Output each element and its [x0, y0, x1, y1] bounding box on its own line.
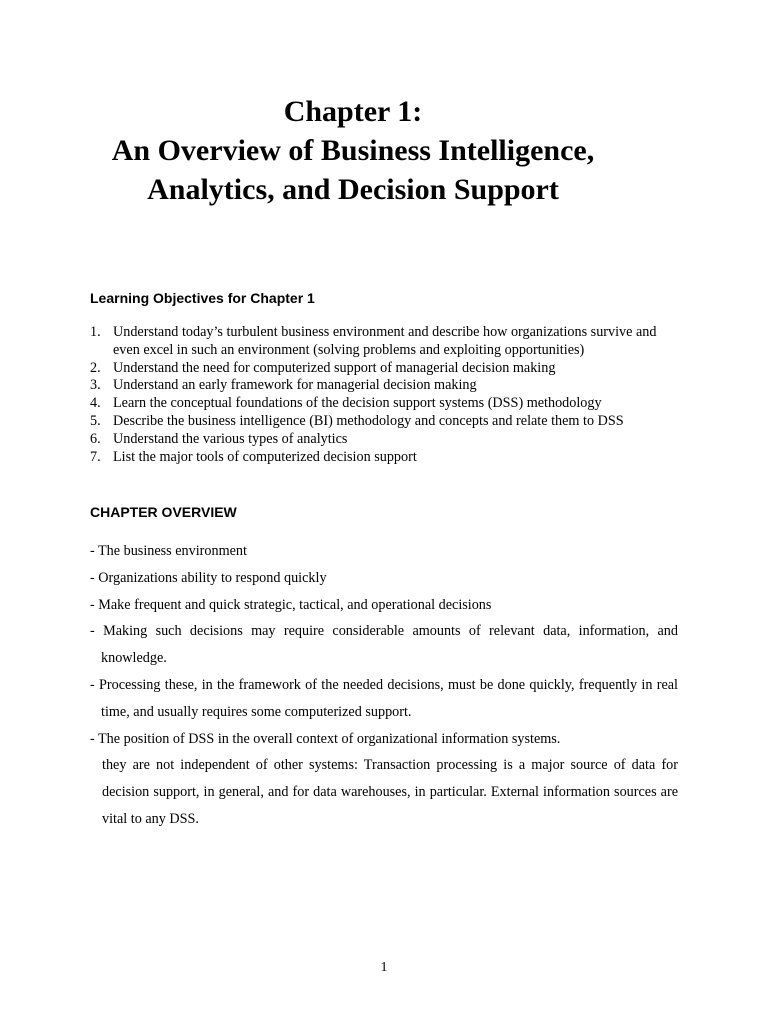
list-item-number: 2.	[90, 359, 101, 376]
overview-paragraph: - Processing these, in the framework of the needed decisions, must be done quickly, frequently in real time, and usually requires some computerized support.	[90, 676, 678, 720]
list-item	[90, 413, 680, 431]
list-item-text: Learn the conceptual foundations of the decision support systems (DSS) methodology	[113, 395, 602, 412]
list-item-text: Understand an early framework for managerial decision making	[113, 377, 477, 394]
overview-paragraph: - The position of DSS in the overall context of organizational information systems.	[90, 730, 561, 747]
list-item	[90, 360, 680, 378]
chapter-overview-body	[90, 538, 678, 833]
list-item-text: Understand the need for computerized support of managerial decision making	[113, 359, 556, 376]
list-item-text: Describe the business intelligence (BI) methodology and concepts and relate them to DSS	[113, 412, 624, 429]
list-item-number: 3.	[90, 377, 101, 394]
list-item	[90, 377, 680, 395]
list-item-number: 7.	[90, 448, 101, 465]
list-item-number: 6.	[90, 430, 101, 447]
page-number: 1	[380, 960, 388, 975]
list-item-text: List the major tools of computerized decision support	[113, 448, 417, 465]
chapter-title-line-1: Chapter 1:	[283, 95, 423, 128]
overview-paragraph: - Make frequent and quick strategic, tactical, and operational decisions	[90, 596, 492, 613]
chapter-overview-heading: CHAPTER OVERVIEW	[90, 504, 237, 520]
list-item	[90, 431, 680, 449]
overview-paragraph: - The business environment	[90, 543, 247, 559]
overview-paragraph: - Making such decisions may require considerable amounts of relevant data, information, and knowledge.	[90, 623, 678, 667]
list-item	[90, 449, 680, 467]
chapter-title-line-2: An Overview of Business Intelligence,	[111, 134, 595, 167]
chapter-title-line-3: Analytics, and Decision Support	[147, 173, 559, 206]
list-item-number: 4.	[90, 395, 101, 412]
list-item-text: Understand today’s turbulent business environment and describe how organizations survive and even excel in such an environment (solving problems and exploiting opportunities)	[113, 324, 657, 358]
list-item-number: 5.	[90, 412, 101, 429]
list-item	[90, 324, 680, 360]
list-item-text: Understand the various types of analytics	[113, 430, 348, 447]
chapter-title	[0, 92, 706, 209]
learning-objectives-heading: Learning Objectives for Chapter 1	[90, 290, 315, 306]
list-item	[90, 395, 680, 413]
list-item-number: 1.	[90, 324, 101, 340]
overview-paragraph: - Organizations ability to respond quickly	[90, 569, 327, 586]
overview-indented-paragraph: they are not independent of other systems: Transaction processing is a major source of data for decision support, in general, and for data warehouses, in particular. External information sources are vital to any DSS.	[102, 757, 678, 827]
learning-objectives-list	[90, 324, 680, 466]
